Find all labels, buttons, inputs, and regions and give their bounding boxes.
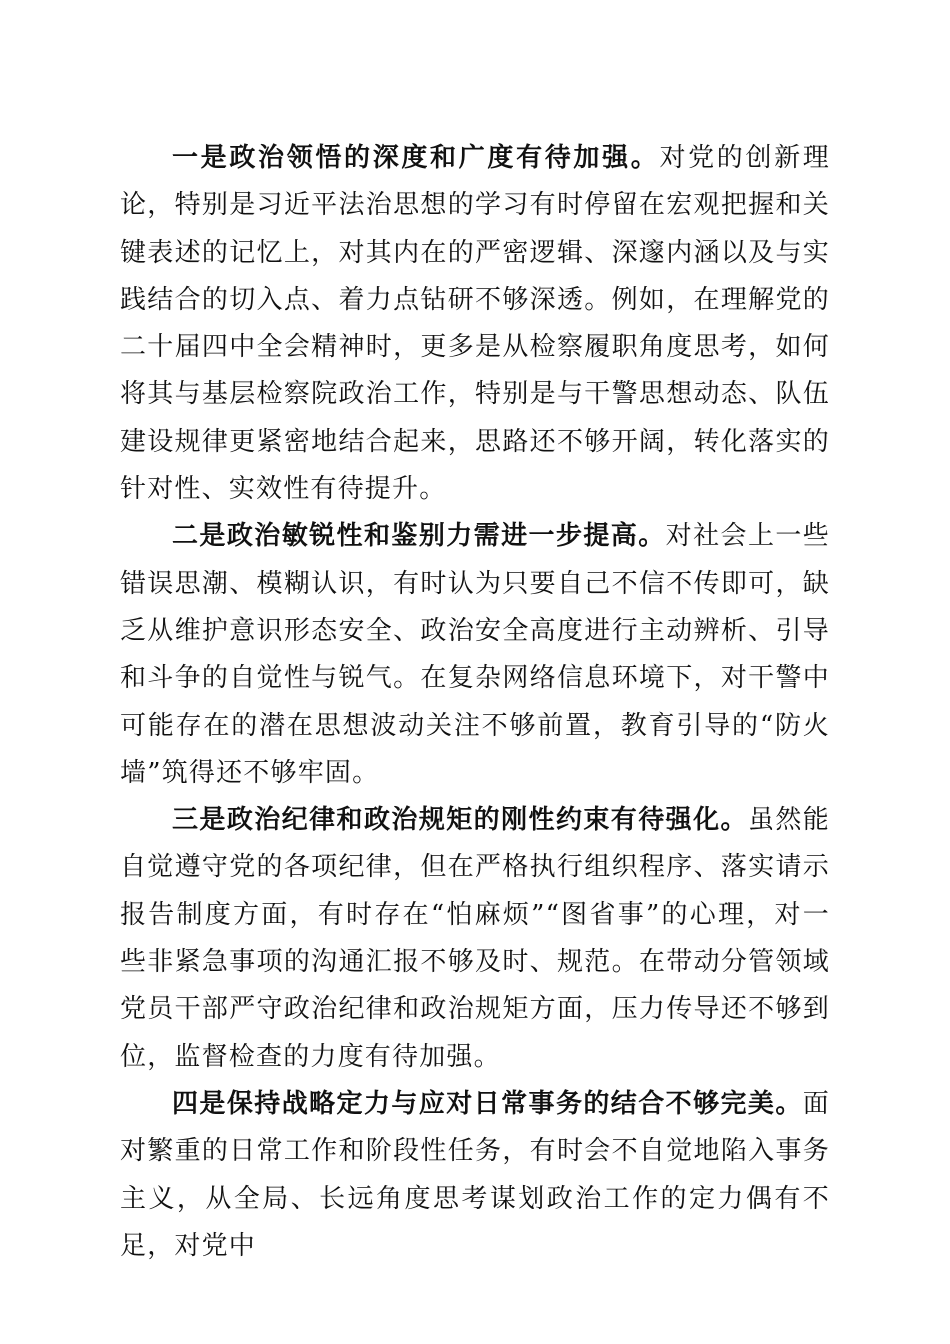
paragraph-4-heading: 四是保持战略定力与应对日常事务的结合不够完美。	[172, 1088, 803, 1119]
paragraph-2	[120, 513, 830, 797]
paragraph-4-text: 面对繁重的日常工作和阶段性任务，有时会不自觉地陷入事务主义，从全局、长远角度思考谋划政治工作的定力偶有不足，对党中	[120, 1088, 830, 1261]
paragraph-2-text: 对社会上一些错误思潮、模糊认识，有时认为只要自己不信不传即可，缺乏从维护意识形态安全、政治安全高度进行主动辨析、引导和斗争的自觉性与锐气。在复杂网络信息环境下，对干警中可能存在的潜在思想波动关注不够前置，教育引导的“防火墙”筑得还不够牢固。	[120, 521, 830, 788]
paragraph-3-heading: 三是政治纪律和政治规矩的刚性约束有待强化。	[172, 805, 748, 836]
paragraph-1-text: 对党的创新理论，特别是习近平法治思想的学习有时停留在宏观把握和关键表述的记忆上，对其内在的严密逻辑、深邃内涵以及与实践结合的切入点、着力点钻研不够深透。例如，在理解党的二十届四中全会精神时，更多是从检察履职角度思考，如何将其与基层检察院政治工作，特别是与干警思想动态、队伍建设规律更紧密地结合起来，思路还不够开阔，转化落实的针对性、实效性有待提升。	[120, 143, 830, 505]
paragraph-1	[120, 135, 830, 513]
paragraph-2-heading: 二是政治敏锐性和鉴别力需进一步提高。	[172, 521, 666, 552]
paragraph-3-text: 虽然能自觉遵守党的各项纪律，但在严格执行组织程序、落实请示报告制度方面，有时存在“怕麻烦”“图省事”的心理，对一些非紧急事项的沟通汇报不够及时、规范。在带动分管领域党员干部严守政治纪律和政治规矩方面，压力传导还不够到位，监督检查的力度有待加强。	[120, 805, 830, 1072]
paragraph-4	[120, 1081, 830, 1270]
document-body	[120, 135, 830, 1270]
paragraph-3	[120, 797, 830, 1081]
paragraph-1-heading: 一是政治领悟的深度和广度有待加强。	[172, 143, 660, 173]
